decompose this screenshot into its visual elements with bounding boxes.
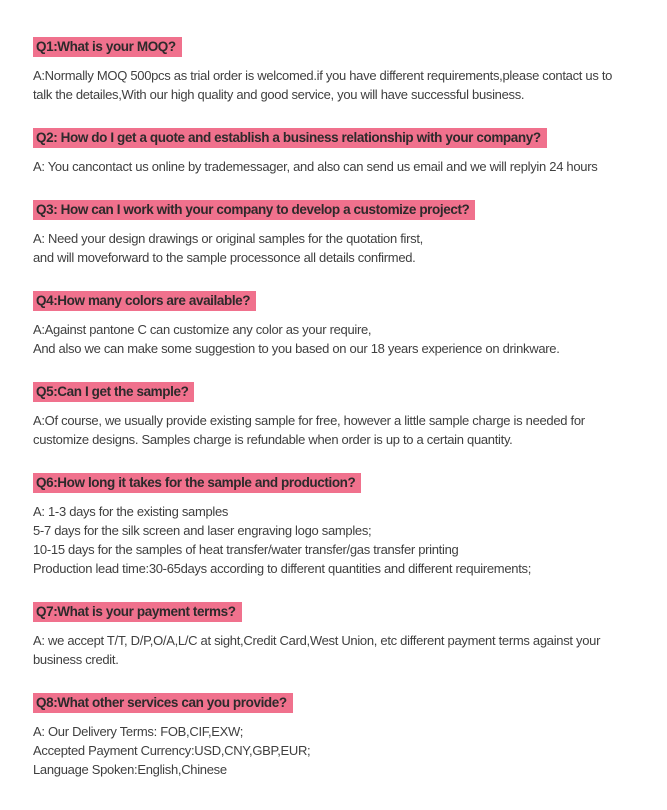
faq-question-row [33,382,647,402]
faq-item [33,37,647,104]
faq-question-row [33,200,647,220]
faq-answer-line: Language Spoken:English,Chinese [33,762,227,777]
faq-item [33,291,647,358]
faq-item [33,693,647,779]
faq-answer-line: A:Against pantone C can customize any color as your require, [33,322,372,337]
faq-question: Q5:Can I get the sample? [33,382,194,402]
faq-answer [33,66,647,104]
faq-question-row [33,291,647,311]
faq-question: Q1:What is your MOQ? [33,37,182,57]
faq-answer-line: A: You cancontact us online by trademessager, and also can send us email and we will replyin 24 hours [33,159,598,174]
faq-answer-line: and will moveforward to the sample processonce all details confirmed. [33,250,416,265]
faq-question: Q2: How do I get a quote and establish a business relationship with your company? [33,128,547,148]
faq-item [33,200,647,267]
faq-answer-line: A: 1-3 days for the existing samples [33,504,229,519]
faq-item [33,473,647,578]
faq-question: Q6:How long it takes for the sample and production? [33,473,361,493]
faq-answer-line: 10-15 days for the samples of heat transfer/water transfer/gas transfer printing [33,542,459,557]
faq-answer-line: talk the detailes,With our high quality and good service, you will have successful business. [33,87,525,102]
faq-item [33,602,647,669]
faq-question-row [33,37,647,57]
faq-answer-line: A:Of course, we usually provide existing sample for free, however a little sample charge is needed for [33,413,585,428]
faq-answer [33,631,647,669]
faq-answer-line: customize designs. Samples charge is refundable when order is up to a certain quantity. [33,432,513,447]
faq-answer-line: Accepted Payment Currency:USD,CNY,GBP,EUR; [33,743,311,758]
faq-answer-line: A: Need your design drawings or original samples for the quotation first, [33,231,423,246]
faq-question: Q7:What is your payment terms? [33,602,242,622]
faq-list [33,37,647,779]
faq-answer [33,157,647,176]
faq-question: Q8:What other services can you provide? [33,693,293,713]
faq-answer [33,411,647,449]
faq-question-row [33,693,647,713]
faq-answer-line: Production lead time:30-65days according to different quantities and different requirements; [33,561,532,576]
faq-answer-line: A: we accept T/T, D/P,O/A,L/C at sight,Credit Card,West Union, etc different payment terms against your [33,633,601,648]
faq-answer-line: A: Our Delivery Terms: FOB,CIF,EXW; [33,724,244,739]
faq-answer [33,502,647,578]
faq-question-row [33,128,647,148]
faq-answer-line: And also we can make some suggestion to you based on our 18 years experience on drinkware. [33,341,560,356]
faq-answer-line: business credit. [33,652,119,667]
faq-item [33,382,647,449]
faq-question-row [33,473,647,493]
faq-answer [33,229,647,267]
faq-item [33,128,647,176]
faq-answer-line: 5-7 days for the silk screen and laser engraving logo samples; [33,523,372,538]
faq-question: Q3: How can I work with your company to develop a customize project? [33,200,475,220]
faq-answer [33,320,647,358]
faq-answer-line: A:Normally MOQ 500pcs as trial order is welcomed.if you have different requirements,please contact us to [33,68,613,83]
faq-question: Q4:How many colors are available? [33,291,256,311]
faq-question-row [33,602,647,622]
faq-answer [33,722,647,779]
